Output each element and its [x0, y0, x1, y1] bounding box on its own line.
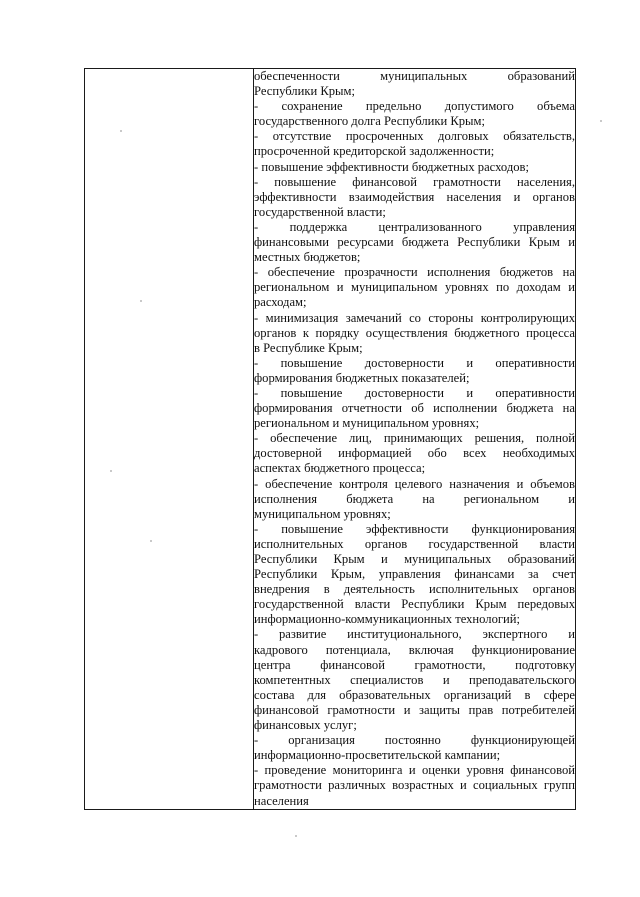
- list-item-line: - повышение достоверности и оперативности: [254, 385, 575, 400]
- list-item: [254, 311, 575, 356]
- list-item: [254, 129, 575, 159]
- results-list: [254, 69, 575, 809]
- list-item-line: органов к порядку осуществления бюджетного процесса: [254, 325, 575, 340]
- list-item-line: государственной власти Республики Крым передовых: [254, 597, 575, 612]
- list-item-line: центра финансовой грамотности, подготовку: [254, 657, 575, 672]
- list-item-line: исполнительных органов государственной власти: [254, 536, 575, 551]
- list-item-line: государственной власти;: [254, 204, 386, 219]
- list-item-line: финансовых услуг;: [254, 718, 357, 733]
- list-item-line: государственного долга Республики Крым;: [254, 114, 485, 129]
- list-item: [254, 386, 575, 431]
- list-item-line: кадрового потенциала, включая функционирование: [254, 642, 575, 657]
- list-item-line: компетентных специалистов и преподавательского: [254, 672, 575, 687]
- list-item: [254, 356, 575, 386]
- list-item-line: достоверной информацией обо всех необходимых: [254, 446, 575, 461]
- list-item-line: региональном и муниципальном уровнях по доходам и: [254, 280, 575, 295]
- list-item-line: Республики Крым;: [254, 84, 355, 99]
- results-table: [84, 68, 576, 810]
- list-item-line: внедрения в деятельность исполнительных органов: [254, 582, 575, 597]
- table-row: [85, 69, 576, 810]
- list-item: [254, 431, 575, 476]
- list-item-line: - обеспечение контроля целевого назначения и объемов: [254, 476, 575, 491]
- list-item-line: аспектах бюджетного процесса;: [254, 461, 426, 476]
- list-item: [254, 160, 575, 175]
- list-item-line: - обеспечение прозрачности исполнения бюджетов на: [254, 265, 575, 280]
- list-item: [254, 763, 575, 808]
- list-item: [254, 175, 575, 220]
- list-item-line: Республики Крым и муниципальных образований: [254, 552, 575, 566]
- list-item: [254, 522, 575, 628]
- list-item-line: эффективности взаимодействия населения и органов: [254, 189, 575, 204]
- list-item-line: - минимизация замечаний со стороны контролирующих: [254, 310, 575, 325]
- list-item: [254, 265, 575, 310]
- list-item: [254, 220, 575, 265]
- list-item-line: - повышение эффективности функционирования: [254, 521, 575, 536]
- list-item: [254, 69, 575, 99]
- list-item-line: исполнения бюджета на региональном и: [254, 491, 575, 506]
- list-item-line: обеспеченности муниципальных образований: [254, 69, 575, 83]
- list-item-line: в Республике Крым;: [254, 340, 363, 355]
- list-item: [254, 627, 575, 733]
- list-item-line: - повышение эффективности бюджетных расходов;: [254, 159, 530, 174]
- list-item-line: - повышение достоверности и оперативности: [254, 355, 575, 370]
- list-item-line: Республики Крым, управления финансами за счет: [254, 567, 575, 582]
- list-item-line: - проведение мониторинга и оценки уровня финансовой: [254, 763, 575, 778]
- list-item-line: грамотности различных возрастных и социальных групп: [254, 778, 575, 793]
- list-item-line: населения: [254, 793, 309, 808]
- list-item-line: - отсутствие просроченных долговых обязательств,: [254, 129, 575, 144]
- list-item-line: формирования бюджетных показателей;: [254, 370, 470, 385]
- table-cell-empty: [85, 69, 254, 810]
- list-item-line: региональном и муниципальном уровнях;: [254, 416, 480, 431]
- list-item-line: - развитие институционального, экспертного и: [254, 627, 575, 642]
- list-item-line: местных бюджетов;: [254, 250, 361, 265]
- list-item-line: информационно-просветительской кампании;: [254, 748, 501, 763]
- list-item-line: формирования отчетности об исполнении бюджета на: [254, 401, 575, 416]
- list-item-line: информационно-коммуникационных технологий;: [254, 612, 521, 627]
- list-item-line: - организация постоянно функционирующей: [254, 733, 575, 748]
- list-item-line: финансовой грамотности и защиты прав потребителей: [254, 702, 575, 717]
- list-item-line: финансовыми ресурсами бюджета Республики Крым и: [254, 235, 575, 250]
- list-item-line: состава для образовательных организаций в сфере: [254, 687, 575, 702]
- list-item: [254, 477, 575, 522]
- list-item-line: муниципальном уровнях;: [254, 506, 391, 521]
- list-item-line: - поддержка централизованного управления: [254, 219, 575, 234]
- list-item-line: просроченной кредиторской задолженности;: [254, 144, 495, 159]
- table-cell-results: [254, 69, 576, 810]
- list-item-line: - обеспечение лиц, принимающих решения, полной: [254, 431, 575, 446]
- list-item: [254, 733, 575, 763]
- list-item-line: - повышение финансовой грамотности населения,: [254, 174, 575, 189]
- list-item-line: - сохранение предельно допустимого объема: [254, 99, 575, 114]
- list-item: [254, 99, 575, 129]
- list-item-line: расходам;: [254, 295, 307, 310]
